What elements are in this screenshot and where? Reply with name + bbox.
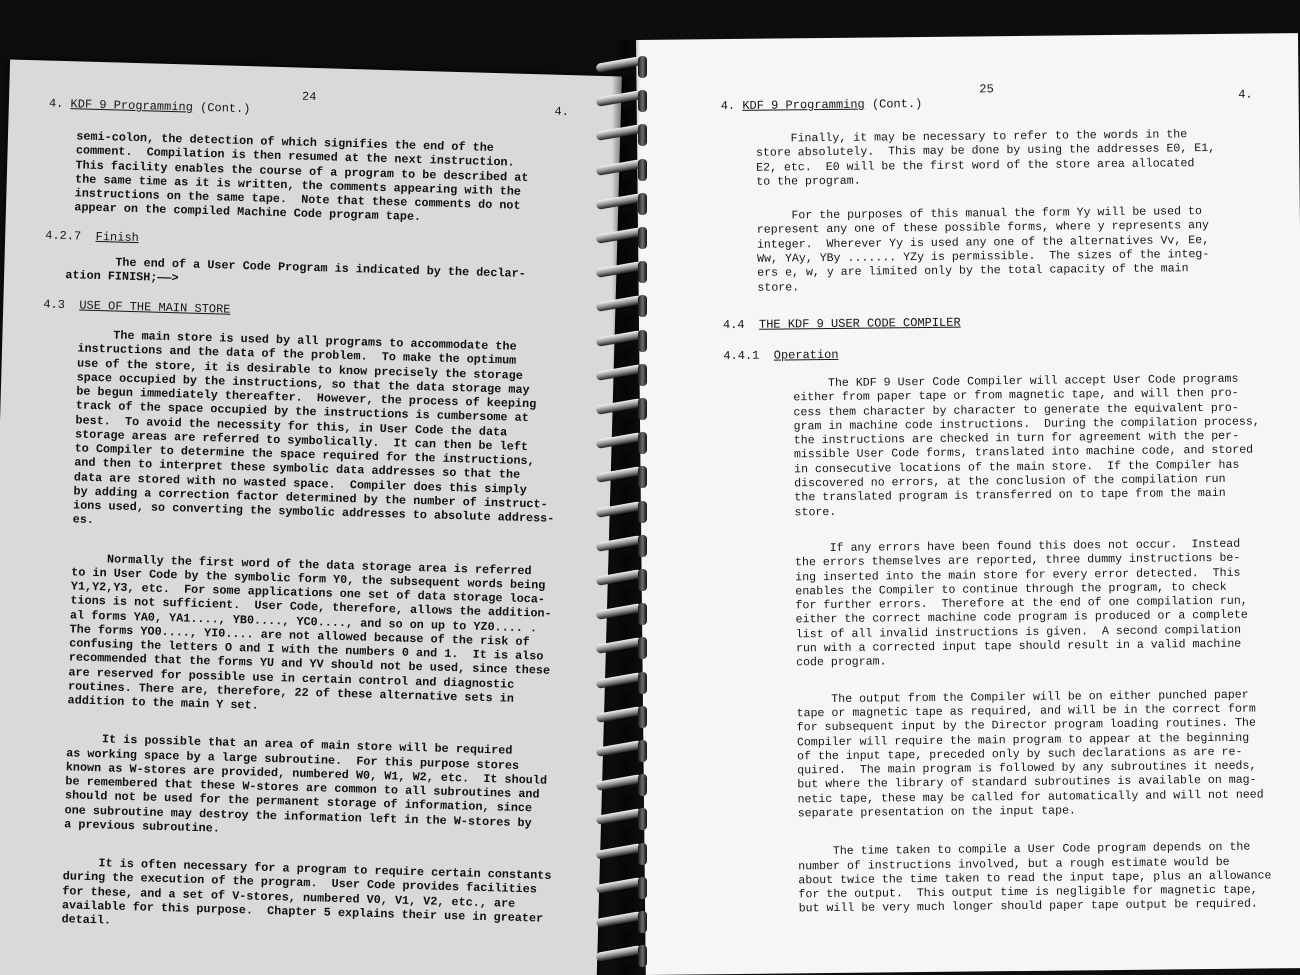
binding-coil [590, 601, 660, 627]
paragraph: Finally, it may be necessary to refer to the words in the store absolutely. This may be done by using the addresses E0, E1, E2, etc. E0 will be the first word of the store area allocated to the program. [720, 128, 1216, 190]
binding-coil [590, 157, 660, 183]
right-page [636, 33, 1300, 975]
binding-coil [590, 54, 660, 80]
binding-coil [590, 191, 660, 217]
paragraph: The output from the Compiler will be on either punched paper tape or magnetic tape as required, and will be in the correct form for subsequent input by the Director program loading routines. The Compiler will require the main program to appear at the beginning of the input tape, preceded only by such declarations as are re- quired. The main program is followed by any subroutines it needs, but where the library of standard subroutines is available on mag- netic tape, these may be called for automatically and will not need separate presentation on the input tape. [726, 688, 1264, 822]
left-page [0, 59, 622, 975]
paragraph: The end of a User Code Program is indicated by the declar- ation FINISH;——> [43, 252, 526, 285]
section-title: THE KDF 9 USER CODE COMPILER [758, 315, 961, 332]
binding-coil [590, 841, 660, 867]
binding-coil [590, 567, 660, 593]
binding-coil [590, 88, 660, 114]
binding-coil [590, 396, 660, 422]
binding-coil [590, 670, 660, 696]
binding-coil [590, 464, 660, 490]
header-title: KDF 9 Programming [70, 97, 194, 115]
section-number: 4.2.7 [45, 228, 82, 244]
binding-coil [590, 533, 660, 559]
paragraph: For the purposes of this manual the form Yy will be used to represent any one of these possible forms, where y represents any integer. Wherever Yy is used any one of the alternatives Vv, Ee, Ww, YAy, YBy ....... YZy is permissible. The sizes of the integ- ers e, w, y are limited only by the total capacity of the main store. [721, 205, 1210, 295]
section-title: Operation [773, 347, 839, 363]
paragraph: It is often necessary for a program to require certain constants during the execution of the program. User Code provides facilities for these, and a set of V-stores, numbered V0, V1, V2, etc., are available for this purpose. Chapter 5 explains their use in greater detail. [25, 854, 552, 928]
page-number: 24 [301, 89, 317, 105]
paragraph: It is possible that an area of main store will be required as working space by a large subroutine. For this purpose stores known as W-stores are provided, numbered W0, W1, W2, etc. It should be remembered that these W-stores are common to all subroutines and should not be used for the permanent storage of information, since one subroutine may destroy the information left in the W-stores by a previous subroutine. [28, 730, 548, 836]
section-heading [723, 344, 1255, 365]
section-number: 4.4.1 [723, 348, 760, 364]
binding-coil [590, 909, 660, 935]
header-tag: 4. [554, 104, 570, 120]
paragraph: The main store is used by all programs to accommodate the instructions and the data of the problem. To make the optimum use of the store, it is desirable to know precisely the storage space occupied by the instructions, so that the data storage may be begun immediately thereafter. However, the process of keeping track of the space occupied by the instructions is cumbersome at best. To avoid the necessity for this, in User Code the data storage areas are referred to symbolically. It can then be left to Compiler to determine the space required for the instructions, and then to interpret these symbolic data addresses so that the data are stored with no wasted space. Compiler does this simply by adding a correction factor determined by the number of instruct- ions used, so converting the symbolic addresses to absolute address- es. [37, 326, 555, 528]
section-heading [723, 313, 1255, 334]
header-suffix: (Cont.) [199, 100, 251, 117]
header-section-number: 4. [48, 96, 64, 111]
binding-coil [590, 499, 660, 525]
right-page-body [720, 128, 1272, 918]
spiral-binding [590, 40, 670, 975]
binding-coil [590, 943, 660, 969]
binding-coil [590, 772, 660, 798]
page-number: 25 [979, 82, 994, 97]
header-tag: 4. [1238, 87, 1253, 102]
paragraph: Normally the first word of the data storage area is referred to in User Code by the symbolic form Y0, the subsequent words being Y1,Y2,Y3, etc. For some applications one set of data storage loca- tions is not sufficient. User Code, therefore, allows the addition- al forms YA0, YA1...., YB0...., YC0...., and so on up to YZ0.... . The forms YO0...., YI0.... are not allowed because of the risk of confusing the letters O and I with the numbers 0 and 1. It is also recommended that the forms YU and YV should not be used, since these are reserved for possible use in certain control and diagnostic routines. There are, therefore, 22 of these alternative sets in addition to the main Y set. [32, 549, 552, 713]
binding-coil [590, 430, 660, 456]
paragraph: semi-colon, the detection of which signifies the end of the comment. Compilation is then resumed at the next instruction. This facility enables the course of a program to be described at the same time as it is written, the comments appearing with the instructions on the same tape. Note that these comments do not appear on the compiled Machine Code program tape. [45, 128, 529, 225]
section-number: 4.4 [722, 317, 745, 333]
header-suffix: (Cont.) [871, 97, 923, 112]
paragraph: If any errors have been found this does not occur. Instead the errors themselves are reported, three dummy instructions be- ing inserted into the main store for every error detected. This enables the Compiler to continue through the program, to check for further errors. Therefore at the end of one compilation run, either the correct machine code program is produced or a complete list of all invalid instructions is given. A second compilation run with a corrected input tape should result in a valid machine code program. [725, 537, 1248, 671]
paragraph: The time taken to compile a User Code program depends on the number of instructions involved, but a rough estimate would be about twice the time taken to read the input tape, plus an allowance for the output. This output time is negligible for magnetic tape, but will be very much longer should paper tape output be required. [728, 840, 1272, 917]
section-heading [45, 228, 565, 258]
binding-coil [590, 259, 660, 285]
paragraph: The KDF 9 User Code Compiler will accept User Code programs either from paper tape or from magnetic tape, and will then pro- cess them character by character to generate the equivalent pro- gram in machine code instructions. During the compilation process, the instructions are checked in turn for agreement with the per- missible User Code forms, translated into machine code, and stored in consecutive locations of the main store. If the Compiler has discovered no errors, at the conclusion of the compilation run the translated program is transferred on to tape from the main store. [723, 372, 1260, 520]
binding-coil [590, 122, 660, 148]
header-section-number: 4. [720, 98, 736, 114]
binding-coil [590, 225, 660, 251]
binding-coil [590, 875, 660, 901]
binding-coil [590, 362, 660, 388]
header-title: KDF 9 Programming [742, 97, 865, 113]
section-title: Finish [95, 229, 140, 245]
binding-coil [590, 293, 660, 319]
binding-coil [590, 738, 660, 764]
section-heading [43, 297, 563, 327]
binding-coil [590, 328, 660, 354]
section-title: USE OF THE MAIN STORE [79, 298, 231, 317]
binding-coil [590, 635, 660, 661]
left-page-body [26, 129, 568, 940]
binding-coil [590, 704, 660, 730]
binding-coil [590, 806, 660, 832]
section-number: 4.3 [43, 297, 66, 313]
